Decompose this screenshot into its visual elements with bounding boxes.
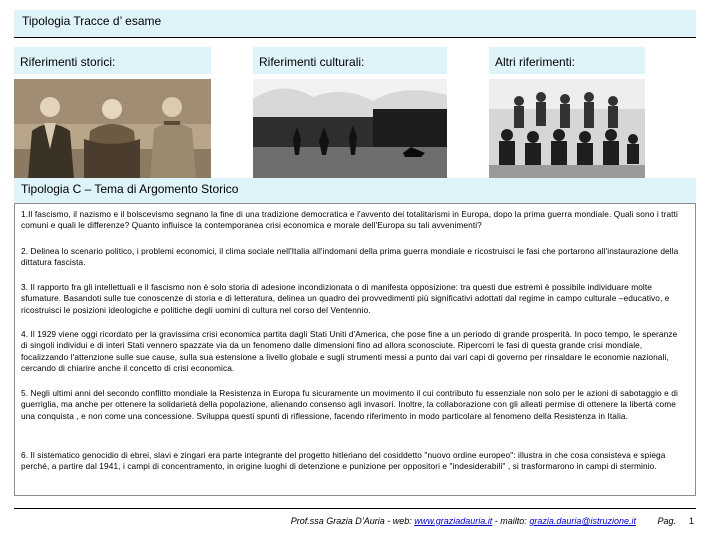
cultural-references-header <box>253 47 447 74</box>
section-title: Tipologia C – Tema di Argomento Storico <box>21 182 239 196</box>
yalta-conference-photo <box>14 79 211 179</box>
page-title: Tipologia Tracce d’ esame <box>22 14 162 28</box>
prompt-paragraph-2: 2. Delinea lo scenario politico, i problemi economici, il clima sociale nell'Italia all'indomani della prima guerra mondiale e ricostruisci le fasi che portarono all'instaurazione della dittatura fascista. <box>21 246 679 268</box>
prompt-paragraph-4: 4. Il 1929 viene oggi ricordato per la gravissima crisi economica partita dagli Stati Uniti d'America, che pose fine a un periodo di grande prosperità. In poco tempo, le speranze di singoli individui e di interi Stati vennero spazzate via da un fenomeno dalle dimensioni fino ad allora sconosciute. Ripercorri le fasi di questa grande crisi mondiale, focalizzando l'attenzione sulle sue cause, sulla sua estensione a livello globale e sugli strumenti messi a punto dai vari capi di governo per rinsaldare le economie nazionali, cercando di chiarire anche il concetto di crisi economica. <box>21 329 678 373</box>
email-link[interactable]: grazia.dauria@istruzione.it <box>529 516 636 526</box>
prompt-paragraph-3: 3. Il rapporto fra gli intellettuali e il fascismo non è solo storia di adesione incondizionata o di manifesta opposizione: tra questi due estremi è possibile individuare molte sfumature. Basandoti sulle tue conoscenze di storia e di letteratura, delinea un quadro dei provvedimenti più significativi adottati dal regime in campo culturale –educativo, e ricostruisci le posizioni ideologiche e politiche degli uomini di cultura nel corso del Ventennio. <box>21 282 670 315</box>
cultural-references-label: Riferimenti culturali: <box>259 55 365 69</box>
page-number: 1 <box>688 516 694 526</box>
footer-sep-web: - web: <box>384 516 415 526</box>
wartime-street-scene-photo <box>253 79 447 179</box>
resistance-partisans-group-photo <box>489 79 645 179</box>
footer-author: Prof.ssa Grazia D’Auria <box>290 516 385 526</box>
other-references-label: Altri riferimenti: <box>495 55 576 69</box>
section-header <box>14 178 696 203</box>
web-link[interactable]: www.graziadauria.it <box>414 516 493 526</box>
prompt-paragraph-6: 6. Il sistematico genocidio di ebrei, slavi e zingari era parte integrante del progetto hitleriano del cosiddetto "nuovo ordine europeo": illustra in che cosa consisteva e spiega perché, a partire dal 1941, i campi di concentramento, in origine luoghi di detenzione e punizione per oppositori e "indesiderabili" , si trasformarono in campi di sterminio. <box>21 450 666 472</box>
essay-prompts-box <box>14 203 696 496</box>
historical-references-header <box>14 47 211 74</box>
other-references-header <box>489 47 645 74</box>
page-label: Pag. <box>657 516 676 526</box>
historical-references-label: Riferimenti storici: <box>20 55 116 69</box>
prompt-paragraph-1: 1.Il fascismo, il nazismo e il bolscevismo segnano la fine di una tradizione democratica e l'avvento dei totalitarismi in Europa, dopo la prima guerra mondiale. Quali sono i tratti comuni e quali le differenze? Quanto influisce la contemporanea crisi economica e morale dell'Europa su tali avvenimenti? <box>21 209 678 231</box>
title-bar <box>14 10 696 38</box>
prompt-paragraph-5: 5. Negli ultimi anni del secondo conflitto mondiale la Resistenza in Europa fu sicuramente un movimento il cui contributo fu essenziale non solo per le azioni di sabotaggio e di guerriglia, ma anche per ottenere la solidarietà della popolazione, alienando consenso agli invasori. Inoltre, la collaborazione con gli alleati permise di ottenere la libertà come una conquista , e non come una concessione. Sviluppa questi spunti di riflessione, facendo riferimento in modo particolare al fenomeno della Resistenza in Italia. <box>21 388 678 421</box>
footer-info <box>291 516 636 526</box>
footer <box>14 508 696 529</box>
footer-sep-mail: - mailto: <box>492 516 530 526</box>
